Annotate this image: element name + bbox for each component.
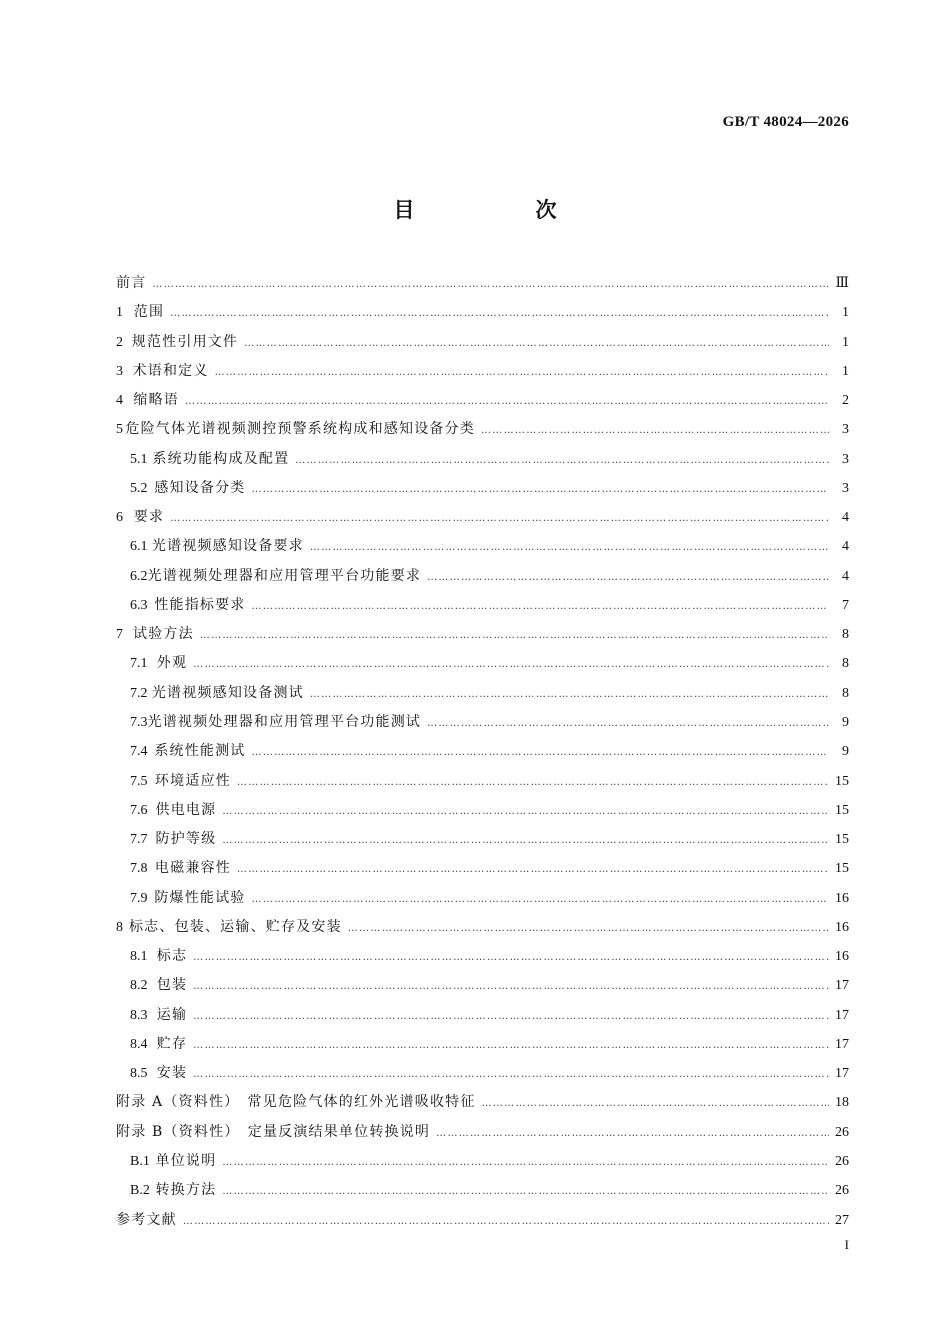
toc-leader-dots xyxy=(222,797,829,826)
toc-entry-page: 26 xyxy=(835,1153,849,1169)
toc-entry[interactable] xyxy=(116,591,849,620)
toc-entry[interactable] xyxy=(116,532,849,561)
toc-entry[interactable] xyxy=(116,1147,849,1176)
toc-leader-dots xyxy=(200,621,829,650)
toc-entry-label: 附录 B（资料性） 定量反演结果单位转换说明 xyxy=(116,1123,431,1140)
page-title: 目 次 xyxy=(393,198,607,222)
toc-entry-number: 5.2 xyxy=(130,480,148,496)
toc-entry-label: 标志、包装、运输、贮存及安装 xyxy=(128,918,342,935)
toc-entry-page: 4 xyxy=(842,510,849,526)
toc-entry-label: 外观 xyxy=(156,655,188,672)
toc-leader-dots xyxy=(170,504,829,533)
toc-entry-label: 附录 A（资料性） 常见危险气体的红外光谱吸收特征 xyxy=(116,1094,476,1111)
toc-leader-dots xyxy=(183,1207,829,1236)
toc-entry-label: 试验方法 xyxy=(132,626,194,643)
toc-leader-dots xyxy=(193,972,829,1001)
toc-entry[interactable] xyxy=(116,620,849,649)
toc-entry[interactable] xyxy=(116,357,849,386)
toc-entry-label: 贮存 xyxy=(156,1035,188,1052)
toc-entry-number: 7.3 xyxy=(130,714,148,730)
toc-entry[interactable] xyxy=(116,474,849,503)
toc-entry-page: 16 xyxy=(835,949,849,965)
toc-entry[interactable] xyxy=(116,737,849,766)
toc-entry-page: 15 xyxy=(835,832,849,848)
toc-entry-page: 17 xyxy=(835,1007,849,1023)
toc-entry[interactable] xyxy=(116,1030,849,1059)
toc-entry[interactable] xyxy=(116,1088,849,1117)
table-of-contents xyxy=(116,269,849,1235)
toc-leader-dots xyxy=(222,1177,829,1206)
toc-entry-label: 缩略语 xyxy=(133,392,179,409)
toc-leader-dots xyxy=(244,329,829,358)
toc-entry[interactable] xyxy=(116,445,849,474)
toc-entry-label: 感知设备分类 xyxy=(154,479,246,496)
toc-entry[interactable] xyxy=(116,884,849,913)
toc-entry-page: 2 xyxy=(842,393,849,409)
toc-entry-number: 8.1 xyxy=(130,949,148,965)
toc-entry-number: 7.8 xyxy=(130,861,148,877)
toc-entry-page: Ⅲ xyxy=(835,276,849,291)
toc-entry-label: 系统功能构成及配置 xyxy=(152,450,290,467)
toc-entry[interactable] xyxy=(116,1118,849,1147)
toc-leader-dots xyxy=(193,1060,829,1089)
toc-entry-page: 1 xyxy=(842,363,849,379)
toc-entry-number: 6.3 xyxy=(130,597,148,613)
toc-entry[interactable] xyxy=(116,562,849,591)
toc-entry-page: 7 xyxy=(842,597,849,613)
toc-entry-label: 危险气体光谱视频测控预警系统构成和感知设备分类 xyxy=(125,421,475,438)
toc-leader-dots xyxy=(193,1031,829,1060)
toc-entry[interactable] xyxy=(116,1059,849,1088)
toc-entry[interactable] xyxy=(116,971,849,1000)
toc-entry[interactable] xyxy=(116,503,849,532)
toc-leader-dots xyxy=(252,738,829,767)
toc-entry-number: 6.2 xyxy=(130,568,148,584)
toc-entry-page: 17 xyxy=(835,1036,849,1052)
toc-leader-dots xyxy=(193,1002,829,1031)
toc-entry[interactable] xyxy=(116,328,849,357)
toc-entry-number: 7 xyxy=(116,627,123,643)
toc-entry-label: 要求 xyxy=(133,509,165,526)
toc-leader-dots xyxy=(222,1148,829,1177)
toc-entry-label: 环境适应性 xyxy=(154,772,231,789)
toc-entry-number: 6 xyxy=(116,510,123,526)
toc-entry[interactable] xyxy=(116,269,849,298)
toc-entry-number: 5.1 xyxy=(130,451,148,467)
toc-entry-number: 8.2 xyxy=(130,978,148,994)
toc-entry-page: 8 xyxy=(842,627,849,643)
toc-entry-number: 7.6 xyxy=(130,802,148,818)
toc-entry-label: 单位说明 xyxy=(155,1152,217,1169)
toc-entry[interactable] xyxy=(116,942,849,971)
toc-entry-number: 8 xyxy=(116,919,123,935)
toc-entry-label: 范围 xyxy=(133,304,165,321)
toc-leader-dots xyxy=(310,533,829,562)
toc-entry[interactable] xyxy=(116,1001,849,1030)
toc-entry-page: 4 xyxy=(842,539,849,555)
toc-entry-page: 1 xyxy=(842,305,849,321)
toc-entry-number: 3 xyxy=(116,363,123,379)
toc-entry-page: 9 xyxy=(842,744,849,760)
toc-entry-label: 术语和定义 xyxy=(132,362,209,379)
toc-entry-number: 2 xyxy=(116,334,123,350)
toc-entry-label: 防爆性能试验 xyxy=(154,889,246,906)
toc-leader-dots xyxy=(295,446,829,475)
toc-entry-label: 包装 xyxy=(156,977,188,994)
toc-entry[interactable] xyxy=(116,386,849,415)
toc-leader-dots xyxy=(252,592,829,621)
toc-leader-dots xyxy=(427,563,829,592)
toc-entry-page: 4 xyxy=(842,568,849,584)
toc-leader-dots xyxy=(482,1089,829,1118)
toc-entry-page: 16 xyxy=(835,919,849,935)
toc-entry-page: 17 xyxy=(835,1066,849,1082)
toc-leader-dots xyxy=(152,270,829,299)
toc-entry-label: 供电电源 xyxy=(155,801,217,818)
toc-entry-page: 3 xyxy=(842,451,849,467)
toc-entry[interactable] xyxy=(116,298,849,327)
page-folio: I xyxy=(844,1237,849,1252)
toc-entry-page: 17 xyxy=(835,978,849,994)
toc-entry-number: 7.7 xyxy=(130,832,148,848)
toc-leader-dots xyxy=(170,299,829,328)
toc-leader-dots xyxy=(193,943,829,972)
toc-entry-number: 1 xyxy=(116,305,123,321)
standard-number: GB/T 48024—2026 xyxy=(722,114,849,130)
toc-entry-page: 9 xyxy=(842,714,849,730)
toc-entry-number: 8.3 xyxy=(130,1007,148,1023)
toc-entry-number: 7.2 xyxy=(130,685,148,701)
toc-leader-dots xyxy=(215,358,829,387)
toc-entry-page: 16 xyxy=(835,890,849,906)
toc-leader-dots xyxy=(237,768,829,797)
toc-entry-page: 26 xyxy=(835,1124,849,1140)
toc-entry[interactable] xyxy=(116,796,849,825)
toc-leader-dots xyxy=(436,1119,829,1148)
toc-entry-page: 3 xyxy=(842,480,849,496)
toc-leader-dots xyxy=(252,475,829,504)
toc-leader-dots xyxy=(310,680,829,709)
toc-entry-label: 光谱视频感知设备测试 xyxy=(151,684,304,701)
toc-entry-page: 8 xyxy=(842,685,849,701)
toc-entry-number: 7.4 xyxy=(130,744,148,760)
toc-entry-number: B.2 xyxy=(130,1183,150,1199)
toc-entry-page: 1 xyxy=(842,334,849,350)
toc-entry[interactable] xyxy=(116,913,849,942)
toc-entry-number: 8.5 xyxy=(130,1066,148,1082)
toc-leader-dots xyxy=(427,709,829,738)
toc-entry-label: 转换方法 xyxy=(155,1182,217,1199)
toc-entry[interactable] xyxy=(116,415,849,444)
toc-entry[interactable] xyxy=(116,825,849,854)
toc-entry-number: 7.9 xyxy=(130,890,148,906)
toc-entry-page: 26 xyxy=(835,1183,849,1199)
toc-entry-label: 电磁兼容性 xyxy=(154,860,231,877)
toc-entry-label: 性能指标要求 xyxy=(154,596,246,613)
toc-entry[interactable] xyxy=(116,679,849,708)
toc-entry[interactable] xyxy=(116,767,849,796)
toc-entry[interactable] xyxy=(116,649,849,678)
toc-entry-number: 7.1 xyxy=(130,656,148,672)
toc-entry-number: 4 xyxy=(116,393,123,409)
toc-entry-page: 15 xyxy=(835,861,849,877)
toc-leader-dots xyxy=(252,885,829,914)
toc-leader-dots xyxy=(222,826,829,855)
toc-entry-label: 安装 xyxy=(156,1065,188,1082)
toc-leader-dots xyxy=(237,855,829,884)
toc-entry-number: 6.1 xyxy=(130,539,148,555)
toc-entry[interactable] xyxy=(116,1206,849,1235)
toc-entry-label: 光谱视频处理器和应用管理平台功能测试 xyxy=(147,713,422,730)
toc-entry-number: B.1 xyxy=(130,1153,150,1169)
toc-entry-label: 前言 xyxy=(116,275,147,291)
toc-entry-page: 15 xyxy=(835,773,849,789)
toc-entry-label: 光谱视频处理器和应用管理平台功能要求 xyxy=(147,567,422,584)
toc-entry-number: 8.4 xyxy=(130,1036,148,1052)
toc-entry-label: 规范性引用文件 xyxy=(131,333,239,350)
toc-entry-page: 3 xyxy=(842,422,849,438)
toc-entry-page: 15 xyxy=(835,802,849,818)
toc-entry-label: 运输 xyxy=(156,1006,188,1023)
toc-entry[interactable] xyxy=(116,708,849,737)
toc-entry[interactable] xyxy=(116,1176,849,1205)
toc-entry-page: 18 xyxy=(835,1095,849,1111)
toc-entry[interactable] xyxy=(116,854,849,883)
toc-entry-number: 7.5 xyxy=(130,773,148,789)
toc-leader-dots xyxy=(193,650,829,679)
toc-entry-label: 标志 xyxy=(156,948,188,965)
toc-entry-number: 5 xyxy=(116,422,123,438)
toc-entry-page: 27 xyxy=(835,1212,849,1228)
toc-leader-dots xyxy=(185,387,829,416)
toc-leader-dots xyxy=(348,914,829,943)
toc-entry-label: 参考文献 xyxy=(116,1211,177,1228)
toc-leader-dots xyxy=(481,416,829,445)
toc-entry-label: 系统性能测试 xyxy=(154,743,246,760)
toc-entry-page: 8 xyxy=(842,656,849,672)
toc-entry-label: 光谱视频感知设备要求 xyxy=(151,538,304,555)
toc-entry-label: 防护等级 xyxy=(155,831,217,848)
